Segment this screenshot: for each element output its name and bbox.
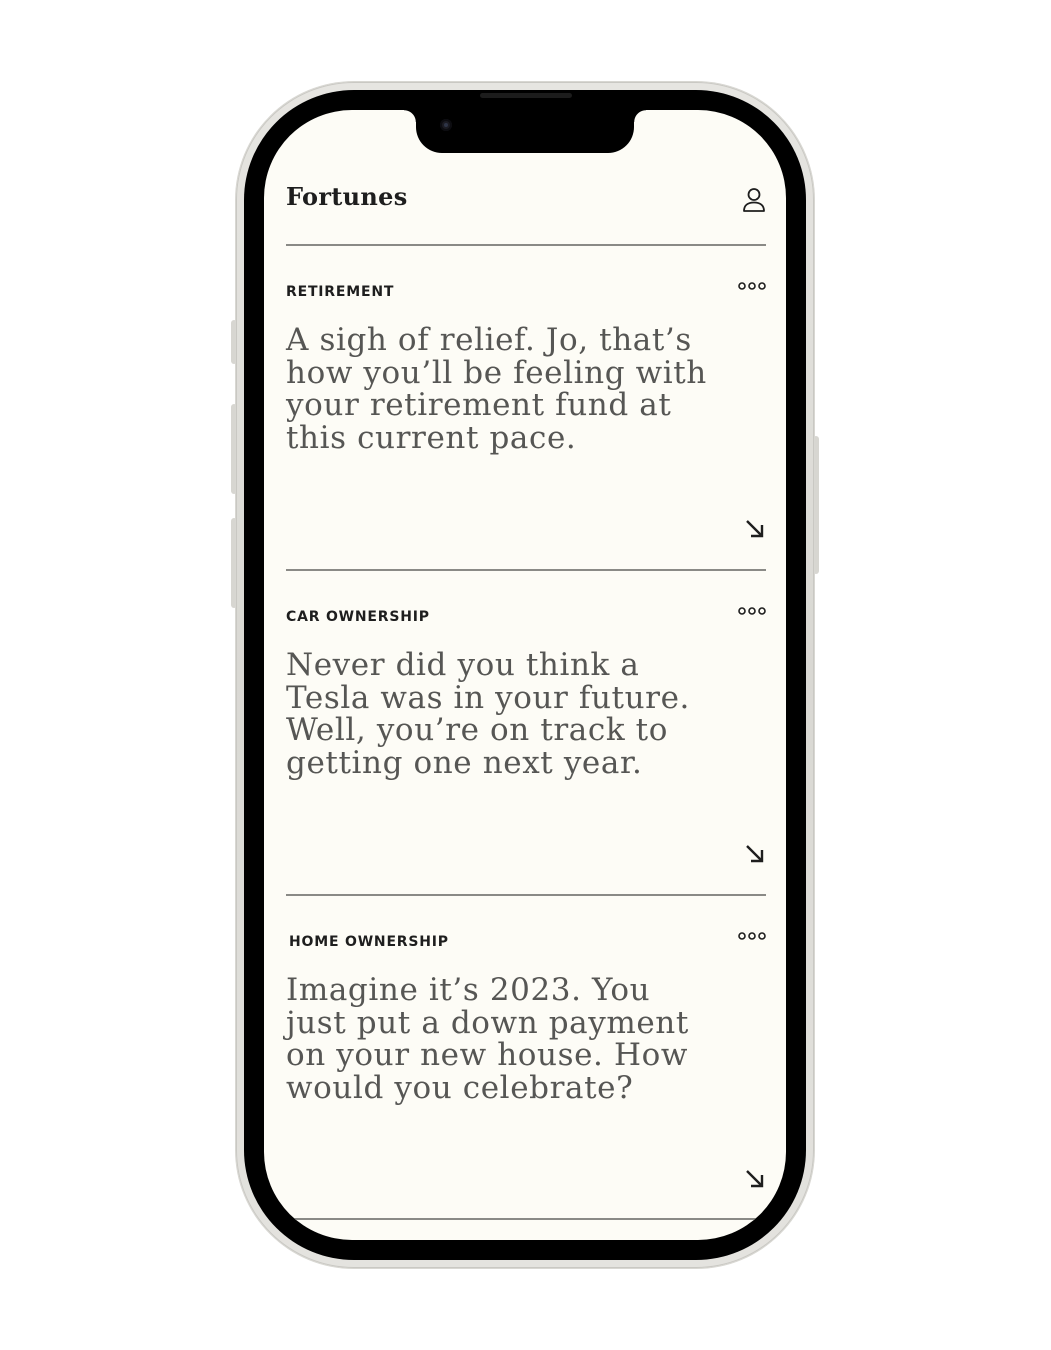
phone-screen: [264, 110, 786, 1240]
card-message: A sigh of relief. Jo, that’s how you’ll be feeling with your retirement fund at this current pace.: [286, 322, 707, 456]
user-icon[interactable]: [742, 187, 766, 213]
app-title: Fortunes: [286, 182, 408, 211]
more-dots-icon[interactable]: [738, 930, 766, 942]
card-category: CAR OWNERSHIP: [286, 609, 430, 625]
card-message: Never did you think a Tesla was in your future. Well, you’re on track to getting one next year.: [286, 647, 690, 781]
card-category: HOME OWNERSHIP: [289, 934, 449, 950]
arrow-down-right-icon[interactable]: [744, 843, 766, 865]
app-header: [286, 182, 766, 222]
card-divider: [286, 1218, 766, 1220]
fortune-card-retirement[interactable]: [286, 246, 766, 568]
card-message: Imagine it’s 2023. You just put a down payment on your new house. How would you celebrate?: [286, 972, 689, 1106]
fortune-card-home-ownership[interactable]: [286, 896, 766, 1218]
more-dots-icon[interactable]: [738, 280, 766, 292]
arrow-down-right-icon[interactable]: [744, 1168, 766, 1190]
earpiece-speaker: [480, 93, 572, 98]
arrow-down-right-icon[interactable]: [744, 518, 766, 540]
front-camera: [440, 119, 452, 131]
more-dots-icon[interactable]: [738, 605, 766, 617]
card-category: RETIREMENT: [286, 284, 395, 300]
notch: [416, 110, 634, 153]
fortune-card-car-ownership[interactable]: [286, 571, 766, 893]
